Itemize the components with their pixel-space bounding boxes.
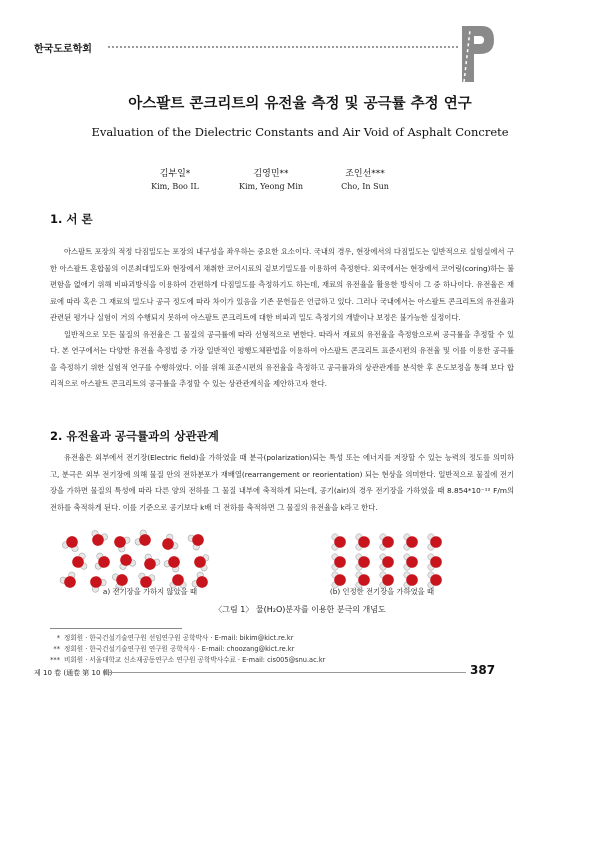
footnote-3 (38, 654, 508, 664)
water-molecule (61, 534, 81, 553)
author-name-english: Cho, In Sun (341, 182, 389, 191)
journal-road-logo (456, 24, 496, 84)
water-molecule (116, 552, 136, 571)
paragraph: 유전율은 외부에서 전기장(Electric field)을 가하였을 때 분극(polarization)되는 특성 또는 에너지를 저장할 수 있는 능력의 정도를 의미하고, 분극은 외부 전기장에 의해 물질 안의 전하분포가 재배열(rearrangement or reorientation) 되는 현상을 의미한다. 일반적으로 물질에 전기장을 가하면 물질의 특성에 따라 다른 양의 전하를 그 물질 내부에 축적하게 되는데, 공기(air)의 경우 전기장을 가하였을 때 8.854*10⁻¹² F/m의 전하를 축적하게 된다. 이를 기준으로 공기보다 k배 더 전하를 축적하면 그 물질의 유전율을 k라고 한다. (50, 453, 514, 512)
random-water-molecules (59, 529, 211, 594)
water-molecule (356, 572, 370, 588)
water-molecule (404, 572, 418, 588)
water-molecule (95, 553, 112, 572)
footnote-rule (50, 628, 182, 629)
footnote-mark: *** (50, 656, 60, 664)
author-name-korean: 김부일* (159, 169, 191, 179)
water-molecule (140, 553, 161, 573)
author-name-korean: 조인선*** (345, 169, 385, 179)
water-molecule (380, 534, 394, 550)
author-name-korean: 김영민** (253, 169, 289, 179)
paper-title-korean: 아스팔트 콘크리트의 유전율 측정 및 공극률 추정 연구 (128, 96, 472, 112)
water-molecule (187, 530, 207, 551)
water-molecule (356, 534, 370, 550)
footnote-text: 정회원 · 한국건설기술연구원 선임연구원 공학박사 · E-mail: bikim@kict.re.kr (64, 634, 294, 642)
water-molecule (163, 553, 184, 573)
water-molecule (404, 554, 418, 570)
paragraph: 일반적으로 모든 물질의 유전율은 그 물질의 공극률에 따라 선형적으로 변한다. 따라서 재료의 유전율을 측정함으로써 공극률을 추정할 수 있다. 본 연구에서는 다양한 유전율 측정법 중 가장 일반적인 평행도체판법을 이용하여 아스팔트 콘크리트 표준시편의 유전율 및 이를 이용한 공극률을 측정하기 위한 실험적 연구를 수행하였다. 이를 위해 표준시편의 유전율을 측정하고 공극률과의 상관관계를 분석한 후 온도보정을 통해 보다 합리적으로 아스팔트 콘크리트의 공극률을 추정할 수 있는 상관관계식을 제안하고자 한다. (50, 329, 514, 388)
water-molecule (428, 572, 442, 588)
water-molecule (332, 554, 346, 570)
water-molecule (428, 534, 442, 550)
water-molecule (380, 572, 394, 588)
header-dotted-rule (108, 46, 458, 48)
water-molecule (159, 533, 179, 554)
footnote-2 (38, 643, 508, 653)
water-molecule (356, 554, 370, 570)
section-body-correlation (50, 450, 514, 516)
water-molecule (111, 532, 131, 553)
water-molecule (88, 529, 108, 548)
footnote-text: 비회원 · 서울대학교 신소재공동연구소 연구원 공학박사수료 · E-mail: cis005@snu.ac.kr (64, 656, 326, 664)
paper-title-english: Evaluation of the Dielectric Constants and Air Void of Asphalt Concrete (91, 125, 509, 139)
society-name: 한국도로학회 (34, 44, 92, 55)
footnote-mark: ** (53, 645, 60, 653)
paragraph: 아스팔트 포장의 적정 다짐밀도는 포장의 내구성을 좌우하는 중요한 요소이다. 국내의 경우, 현장에서의 다짐밀도는 일반적으로 실험실에서 구한 아스팔트 혼합물의 이론최대밀도와 현장에서 채취한 코어시료의 겉보기밀도를 이용하여 측정한다. 외국에서는 현장에서 코어링(coring)하는 불편함을 없애기 위해 비파괴방식을 이용하여 간편하게 다짐밀도를 측정하기도 하는데, 재료의 유전율을 활용한 방식이 그 중 하나이다. 유전율은 재료에 따라 혹은 그 재료의 밀도나 공극 정도에 따라 차이가 있음을 기존 문헌들은 언급하고 있다. 그러나 국내에서는 아스팔트 콘크리트의 유전율과 관련된 평가나 실험이 거의 수행되지 못하여 아스팔트 콘크리트에 대한 비파괴 밀도 측정기의 개발이나 보정은 불가능한 실정이다. (50, 247, 514, 322)
water-molecule (332, 572, 346, 588)
water-molecule (71, 553, 88, 572)
footnote-1 (38, 632, 508, 642)
footnote-mark: * (56, 634, 60, 642)
figure-caption-a: a) 전기장을 가하지 않았을 때 (102, 587, 198, 596)
water-molecule (332, 534, 346, 550)
page-number: 387 (470, 663, 496, 677)
author-3 (290, 166, 440, 191)
section-heading-correlation: 2. 유전율과 공극률과의 상관관계 (50, 429, 219, 443)
water-molecule (428, 554, 442, 570)
section-heading-introduction: 1. 서 론 (50, 212, 93, 226)
aligned-water-molecules (332, 534, 442, 588)
footer-rule (108, 672, 466, 673)
water-molecule (134, 529, 154, 550)
water-molecule (59, 571, 80, 591)
footnote-text: 정회원 · 한국건설기술연구원 연구원 공학석사 · E-mail: choozang@kict.re.kr (64, 645, 295, 653)
water-molecule (193, 553, 210, 572)
author-name-english: Kim, Boo IL (151, 182, 199, 191)
water-molecule (404, 534, 418, 550)
section-body-introduction (50, 244, 514, 393)
author-name-english: Kim, Yeong Min (238, 182, 304, 191)
figure-title: 〈그림 1〉 물(H₂O)분자를 이용한 분극의 개념도 (214, 605, 386, 614)
figure-caption-b: (b) 인정한 전기장을 가하였을 때 (329, 587, 435, 596)
footer-volume: 제 10 卷 (通卷 第 10 輯) (34, 669, 113, 677)
water-molecule (380, 554, 394, 570)
